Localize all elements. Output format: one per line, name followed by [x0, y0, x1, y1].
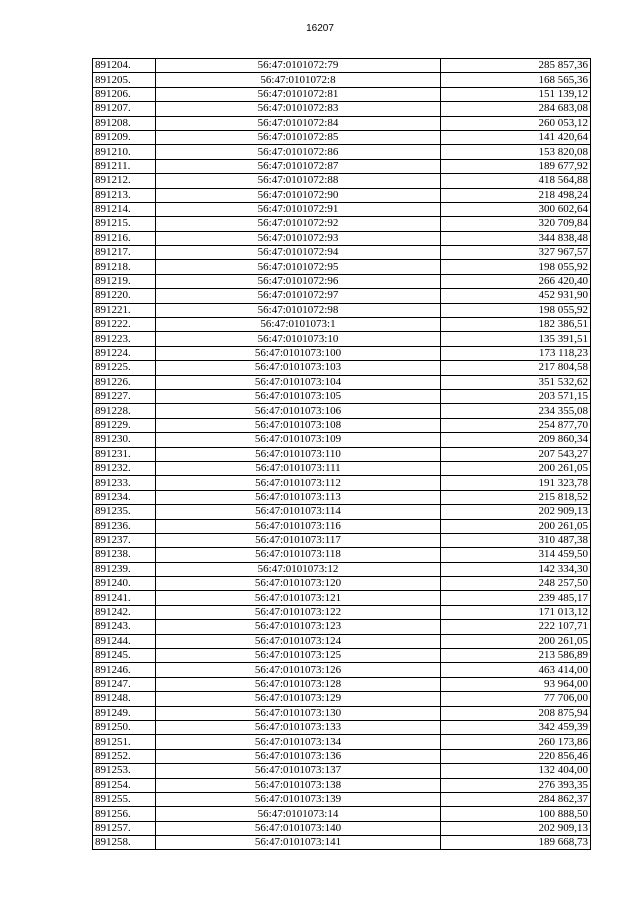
table-row	[93, 735, 591, 749]
cadastral-number: 56:47:0101073:100	[156, 346, 441, 360]
row-number: 891215.	[93, 217, 156, 231]
cadastral-number: 56:47:0101072:84	[156, 116, 441, 130]
registry-table-body	[93, 59, 591, 850]
cadastral-number: 56:47:0101073:140	[156, 821, 441, 835]
row-number: 891211.	[93, 159, 156, 173]
table-row	[93, 591, 591, 605]
row-number: 891235.	[93, 505, 156, 519]
cadastral-number: 56:47:0101072:98	[156, 303, 441, 317]
amount-value: 141 420,64	[441, 130, 591, 144]
row-number: 891245.	[93, 649, 156, 663]
table-row	[93, 720, 591, 734]
row-number: 891216.	[93, 231, 156, 245]
cadastral-number: 56:47:0101072:8	[156, 73, 441, 87]
cadastral-number: 56:47:0101073:136	[156, 749, 441, 763]
row-number: 891256.	[93, 807, 156, 821]
amount-value: 189 668,73	[441, 836, 591, 850]
table-row	[93, 505, 591, 519]
cadastral-number: 56:47:0101073:116	[156, 519, 441, 533]
table-row	[93, 792, 591, 806]
table-row	[93, 145, 591, 159]
row-number: 891224.	[93, 346, 156, 360]
amount-value: 215 818,52	[441, 490, 591, 504]
amount-value: 168 565,36	[441, 73, 591, 87]
row-number: 891228.	[93, 404, 156, 418]
table-row	[93, 706, 591, 720]
row-number: 891254.	[93, 778, 156, 792]
row-number: 891226.	[93, 375, 156, 389]
amount-value: 77 706,00	[441, 692, 591, 706]
cadastral-number: 56:47:0101073:125	[156, 649, 441, 663]
row-number: 891214.	[93, 202, 156, 216]
amount-value: 463 414,00	[441, 663, 591, 677]
amount-value: 310 487,38	[441, 533, 591, 547]
amount-value: 189 677,92	[441, 159, 591, 173]
table-row	[93, 361, 591, 375]
table-row	[93, 433, 591, 447]
cadastral-number: 56:47:0101073:14	[156, 807, 441, 821]
table-row	[93, 562, 591, 576]
cadastral-number: 56:47:0101073:1	[156, 318, 441, 332]
table-row	[93, 73, 591, 87]
table-row	[93, 663, 591, 677]
amount-value: 284 683,08	[441, 102, 591, 116]
table-row	[93, 778, 591, 792]
table-row	[93, 102, 591, 116]
amount-value: 300 602,64	[441, 202, 591, 216]
row-number: 891210.	[93, 145, 156, 159]
cadastral-number: 56:47:0101072:81	[156, 87, 441, 101]
table-row	[93, 130, 591, 144]
cadastral-number: 56:47:0101072:91	[156, 202, 441, 216]
table-row	[93, 260, 591, 274]
cadastral-number: 56:47:0101073:10	[156, 332, 441, 346]
amount-value: 209 860,34	[441, 433, 591, 447]
row-number: 891230.	[93, 433, 156, 447]
table-row	[93, 519, 591, 533]
amount-value: 200 261,05	[441, 461, 591, 475]
row-number: 891246.	[93, 663, 156, 677]
amount-value: 218 498,24	[441, 188, 591, 202]
cadastral-number: 56:47:0101072:96	[156, 274, 441, 288]
table-row	[93, 303, 591, 317]
table-row	[93, 461, 591, 475]
row-number: 891258.	[93, 836, 156, 850]
table-row	[93, 159, 591, 173]
row-number: 891221.	[93, 303, 156, 317]
amount-value: 182 386,51	[441, 318, 591, 332]
cadastral-number: 56:47:0101073:12	[156, 562, 441, 576]
cadastral-number: 56:47:0101073:109	[156, 433, 441, 447]
table-row	[93, 807, 591, 821]
row-number: 891244.	[93, 634, 156, 648]
table-row	[93, 59, 591, 73]
row-number: 891243.	[93, 620, 156, 634]
amount-value: 132 404,00	[441, 764, 591, 778]
amount-value: 171 013,12	[441, 605, 591, 619]
table-row	[93, 836, 591, 850]
table-row	[93, 274, 591, 288]
row-number: 891242.	[93, 605, 156, 619]
cadastral-number: 56:47:0101073:118	[156, 548, 441, 562]
row-number: 891234.	[93, 490, 156, 504]
table-row	[93, 418, 591, 432]
cadastral-number: 56:47:0101073:134	[156, 735, 441, 749]
amount-value: 342 459,39	[441, 720, 591, 734]
row-number: 891229.	[93, 418, 156, 432]
table-row	[93, 174, 591, 188]
row-number: 891250.	[93, 720, 156, 734]
cadastral-number: 56:47:0101072:79	[156, 59, 441, 73]
amount-value: 217 804,58	[441, 361, 591, 375]
amount-value: 93 964,00	[441, 677, 591, 691]
row-number: 891237.	[93, 533, 156, 547]
row-number: 891209.	[93, 130, 156, 144]
row-number: 891252.	[93, 749, 156, 763]
table-row	[93, 447, 591, 461]
cadastral-number: 56:47:0101073:110	[156, 447, 441, 461]
row-number: 891217.	[93, 246, 156, 260]
cadastral-number: 56:47:0101073:137	[156, 764, 441, 778]
cadastral-number: 56:47:0101072:88	[156, 174, 441, 188]
cadastral-number: 56:47:0101073:103	[156, 361, 441, 375]
row-number: 891208.	[93, 116, 156, 130]
table-row	[93, 620, 591, 634]
amount-value: 248 257,50	[441, 577, 591, 591]
table-row	[93, 289, 591, 303]
row-number: 891248.	[93, 692, 156, 706]
cadastral-number: 56:47:0101073:123	[156, 620, 441, 634]
cadastral-number: 56:47:0101072:85	[156, 130, 441, 144]
table-row	[93, 548, 591, 562]
row-number: 891257.	[93, 821, 156, 835]
row-number: 891223.	[93, 332, 156, 346]
amount-value: 260 053,12	[441, 116, 591, 130]
row-number: 891222.	[93, 318, 156, 332]
row-number: 891227.	[93, 389, 156, 403]
row-number: 891212.	[93, 174, 156, 188]
cadastral-number: 56:47:0101073:138	[156, 778, 441, 792]
amount-value: 202 909,13	[441, 505, 591, 519]
row-number: 891241.	[93, 591, 156, 605]
table-row	[93, 677, 591, 691]
row-number: 891204.	[93, 59, 156, 73]
cadastral-number: 56:47:0101072:90	[156, 188, 441, 202]
amount-value: 202 909,13	[441, 821, 591, 835]
amount-value: 314 459,50	[441, 548, 591, 562]
amount-value: 100 888,50	[441, 807, 591, 821]
table-row	[93, 577, 591, 591]
amount-value: 220 856,46	[441, 749, 591, 763]
amount-value: 142 334,30	[441, 562, 591, 576]
row-number: 891220.	[93, 289, 156, 303]
amount-value: 284 862,37	[441, 792, 591, 806]
cadastral-number: 56:47:0101073:141	[156, 836, 441, 850]
row-number: 891239.	[93, 562, 156, 576]
table-row	[93, 318, 591, 332]
amount-value: 222 107,71	[441, 620, 591, 634]
amount-value: 285 857,36	[441, 59, 591, 73]
amount-value: 173 118,23	[441, 346, 591, 360]
amount-value: 153 820,08	[441, 145, 591, 159]
amount-value: 191 323,78	[441, 476, 591, 490]
cadastral-number: 56:47:0101072:86	[156, 145, 441, 159]
table-row	[93, 605, 591, 619]
cadastral-number: 56:47:0101073:120	[156, 577, 441, 591]
cadastral-number: 56:47:0101072:93	[156, 231, 441, 245]
table-row	[93, 332, 591, 346]
cadastral-number: 56:47:0101073:111	[156, 461, 441, 475]
cadastral-number: 56:47:0101072:92	[156, 217, 441, 231]
table-row	[93, 188, 591, 202]
row-number: 891251.	[93, 735, 156, 749]
table-row	[93, 533, 591, 547]
cadastral-number: 56:47:0101073:121	[156, 591, 441, 605]
row-number: 891253.	[93, 764, 156, 778]
amount-value: 207 543,27	[441, 447, 591, 461]
cadastral-number: 56:47:0101073:130	[156, 706, 441, 720]
row-number: 891255.	[93, 792, 156, 806]
row-number: 891219.	[93, 274, 156, 288]
table-row	[93, 375, 591, 389]
table-row	[93, 692, 591, 706]
cadastral-number: 56:47:0101073:117	[156, 533, 441, 547]
cadastral-number: 56:47:0101072:83	[156, 102, 441, 116]
table-row	[93, 634, 591, 648]
amount-value: 320 709,84	[441, 217, 591, 231]
table-row	[93, 246, 591, 260]
amount-value: 418 564,88	[441, 174, 591, 188]
cadastral-number: 56:47:0101073:128	[156, 677, 441, 691]
table-row	[93, 217, 591, 231]
table-row	[93, 116, 591, 130]
amount-value: 266 420,40	[441, 274, 591, 288]
row-number: 891238.	[93, 548, 156, 562]
page-number: 16207	[306, 23, 334, 34]
amount-value: 203 571,15	[441, 389, 591, 403]
amount-value: 200 261,05	[441, 519, 591, 533]
cadastral-number: 56:47:0101073:106	[156, 404, 441, 418]
cadastral-number: 56:47:0101073:112	[156, 476, 441, 490]
table-row	[93, 649, 591, 663]
amount-value: 135 391,51	[441, 332, 591, 346]
cadastral-number: 56:47:0101072:87	[156, 159, 441, 173]
cadastral-number: 56:47:0101072:94	[156, 246, 441, 260]
amount-value: 344 838,48	[441, 231, 591, 245]
amount-value: 276 393,35	[441, 778, 591, 792]
row-number: 891205.	[93, 73, 156, 87]
cadastral-number: 56:47:0101073:122	[156, 605, 441, 619]
table-row	[93, 389, 591, 403]
amount-value: 260 173,86	[441, 735, 591, 749]
row-number: 891225.	[93, 361, 156, 375]
table-row	[93, 404, 591, 418]
row-number: 891249.	[93, 706, 156, 720]
cadastral-number: 56:47:0101073:108	[156, 418, 441, 432]
row-number: 891247.	[93, 677, 156, 691]
amount-value: 198 055,92	[441, 260, 591, 274]
cadastral-number: 56:47:0101073:105	[156, 389, 441, 403]
row-number: 891236.	[93, 519, 156, 533]
row-number: 891232.	[93, 461, 156, 475]
row-number: 891231.	[93, 447, 156, 461]
amount-value: 151 139,12	[441, 87, 591, 101]
cadastral-number: 56:47:0101072:97	[156, 289, 441, 303]
table-row	[93, 476, 591, 490]
row-number: 891213.	[93, 188, 156, 202]
amount-value: 208 875,94	[441, 706, 591, 720]
row-number: 891233.	[93, 476, 156, 490]
amount-value: 452 931,90	[441, 289, 591, 303]
registry-table	[92, 58, 591, 850]
cadastral-number: 56:47:0101073:133	[156, 720, 441, 734]
table-row	[93, 490, 591, 504]
table-row	[93, 231, 591, 245]
cadastral-number: 56:47:0101073:139	[156, 792, 441, 806]
cadastral-number: 56:47:0101073:126	[156, 663, 441, 677]
row-number: 891206.	[93, 87, 156, 101]
table-row	[93, 764, 591, 778]
row-number: 891218.	[93, 260, 156, 274]
cadastral-number: 56:47:0101072:95	[156, 260, 441, 274]
amount-value: 198 055,92	[441, 303, 591, 317]
table-row	[93, 346, 591, 360]
cadastral-number: 56:47:0101073:104	[156, 375, 441, 389]
amount-value: 254 877,70	[441, 418, 591, 432]
row-number: 891240.	[93, 577, 156, 591]
table-row	[93, 821, 591, 835]
amount-value: 239 485,17	[441, 591, 591, 605]
amount-value: 351 532,62	[441, 375, 591, 389]
table-row	[93, 87, 591, 101]
cadastral-number: 56:47:0101073:124	[156, 634, 441, 648]
table-row	[93, 749, 591, 763]
cadastral-number: 56:47:0101073:129	[156, 692, 441, 706]
amount-value: 200 261,05	[441, 634, 591, 648]
cadastral-number: 56:47:0101073:114	[156, 505, 441, 519]
amount-value: 327 967,57	[441, 246, 591, 260]
table-row	[93, 202, 591, 216]
amount-value: 234 355,08	[441, 404, 591, 418]
amount-value: 213 586,89	[441, 649, 591, 663]
row-number: 891207.	[93, 102, 156, 116]
cadastral-number: 56:47:0101073:113	[156, 490, 441, 504]
